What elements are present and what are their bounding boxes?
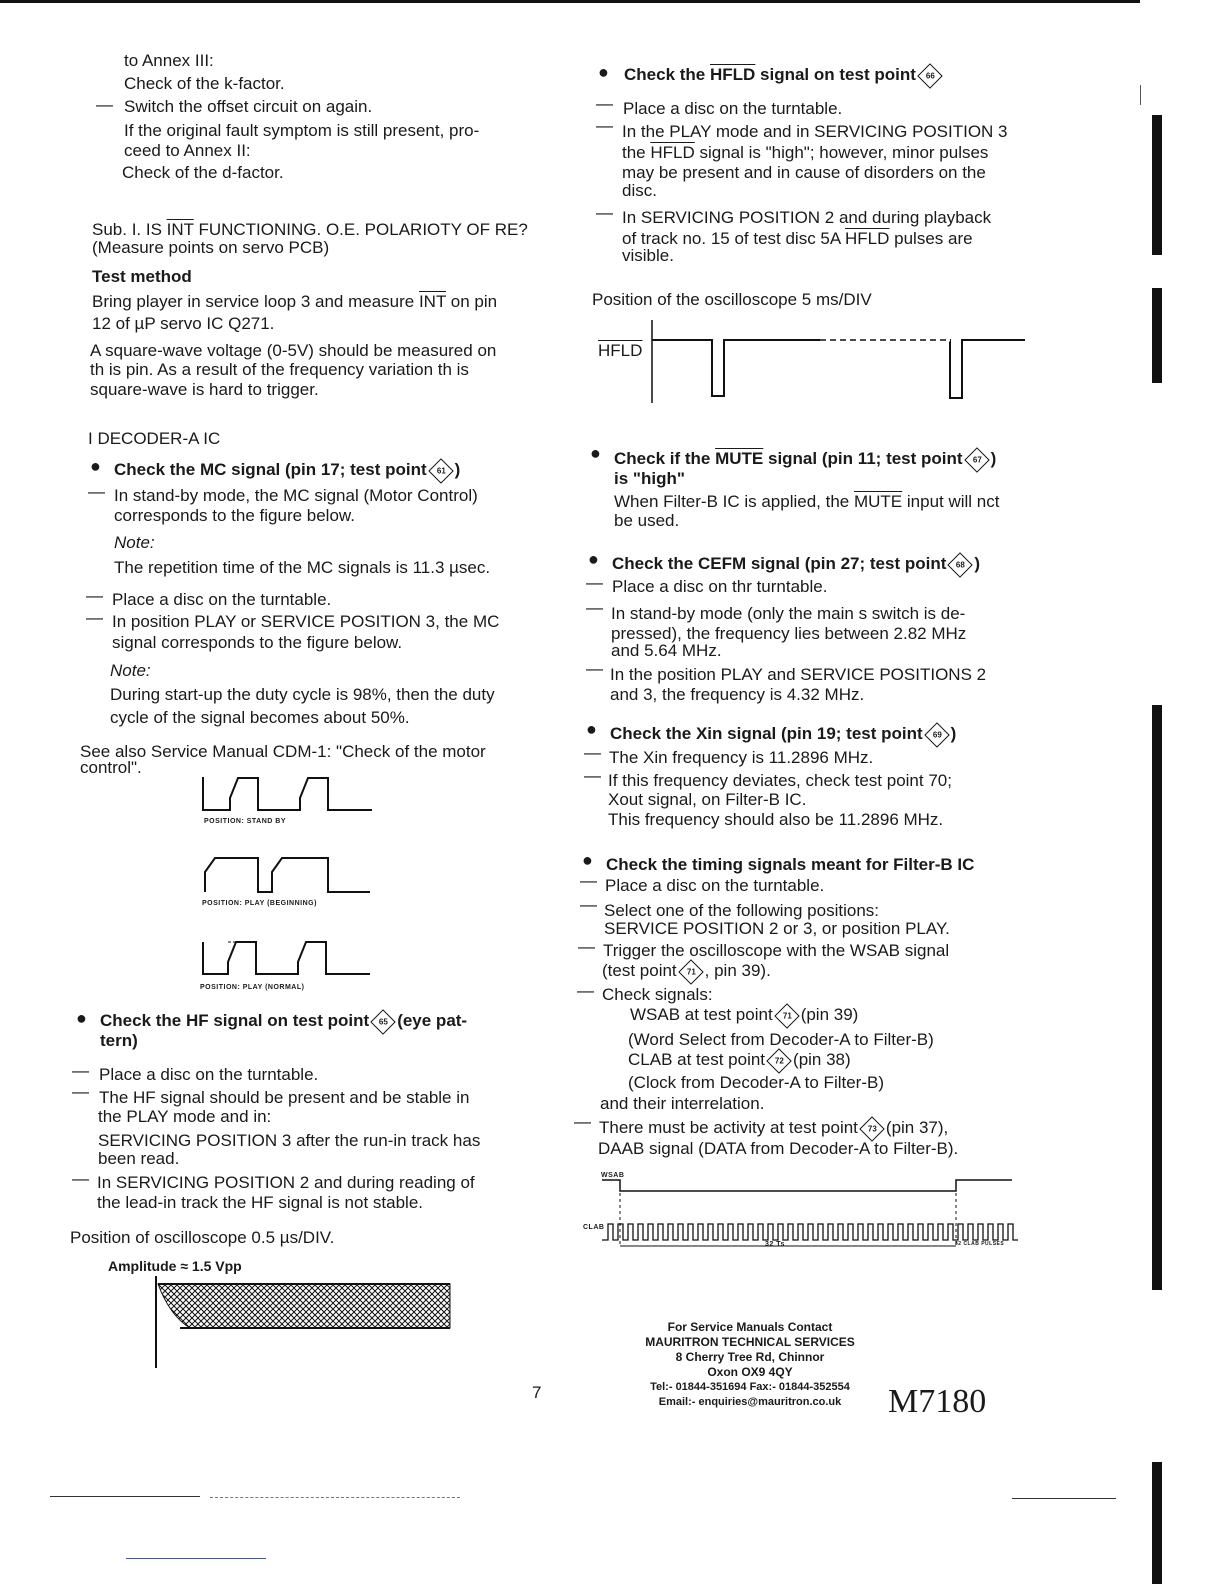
test-point-icon: 65 xyxy=(370,1009,395,1034)
sub-heading-2: (Measure points on servo PCB) xyxy=(92,238,330,257)
cefm-line: and 5.64 MHz. xyxy=(611,641,722,660)
sub-heading: Sub. I. IS $\overline{INT}$ FUNCTIONING. O.E. POLARIOTY OF RE? xyxy=(92,220,528,239)
mc-line: signal corresponds to the figure below. xyxy=(112,633,403,652)
mc-heading: Check the MC signal (pin 17; test point 61 ) xyxy=(114,459,460,480)
note-label: Note: xyxy=(114,533,155,552)
test-method-heading: Test method xyxy=(92,267,192,286)
hf-heading-2: tern) xyxy=(100,1031,138,1050)
handwritten-note: M7180 xyxy=(888,1383,987,1420)
edge-mark xyxy=(1152,1462,1162,1584)
dash: — xyxy=(596,94,613,113)
bottom-scan-line xyxy=(50,1496,200,1497)
contact-line: MAURITRON TECHNICAL SERVICES xyxy=(645,1335,855,1349)
waveform-label: POSITION: PLAY (BEGINNING) xyxy=(202,900,317,907)
page-number: 7 xyxy=(532,1383,542,1402)
edge-mark xyxy=(1152,705,1162,1290)
hfld-wave-label: HFLD xyxy=(598,341,643,360)
hfld-line: the HFLD signal is "high"; however, minor pulses xyxy=(622,143,989,162)
test-point-icon: 73 xyxy=(859,1116,884,1141)
contact-line: Oxon OX9 4QY xyxy=(707,1365,793,1379)
bottom-right-mark xyxy=(1012,1498,1116,1499)
bullet: ● xyxy=(586,719,597,739)
dash: — xyxy=(586,573,603,592)
timing-line: Check signals: xyxy=(602,985,713,1004)
dash: — xyxy=(86,586,103,605)
hfld-line: Place a disc on the turntable. xyxy=(623,99,843,118)
timing-diagram xyxy=(600,1178,1020,1250)
osc-hf: Position of oscilloscope 0.5 µs/DIV. xyxy=(70,1228,335,1247)
bottom-scan-line xyxy=(210,1497,460,1499)
dash: — xyxy=(580,871,597,890)
mute-heading: Check if the MUTE signal (pin 11; test point 67 ) xyxy=(614,448,996,469)
mc-line: In position PLAY or SERVICE POSITION 3, the MC xyxy=(112,612,500,631)
hfld-line: In the PLAY mode and in SERVICING POSITION 3 xyxy=(622,122,1008,141)
hf-line: SERVICING POSITION 3 after the run-in track has xyxy=(98,1131,481,1150)
dash: — xyxy=(578,937,595,956)
mc-line: In stand-by mode, the MC signal (Motor Control) xyxy=(114,486,478,505)
xin-line: The Xin frequency is 11.2896 MHz. xyxy=(609,748,874,767)
dash: — xyxy=(596,116,613,135)
dash: — xyxy=(72,1169,89,1188)
hfld-line: visible. xyxy=(622,246,674,265)
xin-line: Xout signal, on Filter-B IC. xyxy=(608,790,807,809)
contact-block xyxy=(640,1320,860,1410)
top-rule xyxy=(0,0,1140,3)
test-point-icon: 61 xyxy=(428,458,453,483)
hfld-line: disc. xyxy=(622,181,657,200)
bullet: ● xyxy=(588,549,599,569)
cefm-heading: Check the CEFM signal (pin 27; test point 68 ) xyxy=(612,553,980,574)
hf-line: In SERVICING POSITION 2 and during reading of xyxy=(97,1173,475,1192)
dash: — xyxy=(72,1061,89,1080)
dash: — xyxy=(88,482,105,501)
hfld-waveform xyxy=(640,318,1030,413)
mc-note2: During start-up the duty cycle is 98%, then the duty xyxy=(110,685,495,704)
dash: — xyxy=(72,1082,89,1101)
dash: — xyxy=(586,659,603,678)
bullet: ● xyxy=(76,1008,87,1028)
mute-line: be used. xyxy=(614,511,680,530)
hf-eye-pattern xyxy=(150,1276,460,1371)
contact-line: For Service Manuals Contact xyxy=(667,1320,833,1334)
hf-line: the lead-in track the HF signal is not stable. xyxy=(97,1193,423,1212)
timing-line: Place a disc on the turntable. xyxy=(605,876,825,895)
mc-waveform-play-normal xyxy=(200,932,375,982)
mute-heading-2: is "high" xyxy=(614,469,685,488)
mc-note: The repetition time of the MC signals is 11.3 µsec. xyxy=(114,558,491,577)
hf-heading: Check the HF signal on test point 65 (eye pat- xyxy=(100,1010,467,1031)
dash: — xyxy=(580,895,597,914)
osc-hfld: Position of the oscilloscope 5 ms/DIV xyxy=(592,290,872,309)
see-also: control". xyxy=(80,758,142,777)
dash: — xyxy=(574,1112,591,1131)
timing-line: Trigger the oscilloscope with the WSAB signal xyxy=(603,941,950,960)
annex2-text: ceed to Annex II: xyxy=(124,141,251,160)
note-label: Note: xyxy=(110,661,151,680)
wsab-label: WSAB xyxy=(601,1172,625,1179)
bullet: ● xyxy=(598,62,609,82)
edge-mark xyxy=(1152,288,1162,383)
period-label: 32 Ts xyxy=(765,1241,785,1248)
timing-line: and their interrelation. xyxy=(600,1094,765,1113)
contact-line: Tel:- 01844-351694 Fax:- 01844-352554 xyxy=(650,1381,850,1393)
xin-line: This frequency should also be 11.2896 MHz. xyxy=(608,810,944,829)
mc-line: Place a disc on the turntable. xyxy=(112,590,332,609)
test-method-line: A square-wave voltage (0-5V) should be measured on xyxy=(90,341,497,360)
decoder-heading: I DECODER-A IC xyxy=(88,429,221,448)
dash: — xyxy=(586,598,603,617)
cefm-line: In the position PLAY and SERVICE POSITIONS 2 xyxy=(610,665,987,684)
amplitude-label: Amplitude ≈ 1.5 Vpp xyxy=(108,1258,242,1274)
xin-line: If this frequency deviates, check test point 70; xyxy=(608,771,952,790)
period-label-2: 32 CLAB PULSES xyxy=(955,1241,1005,1247)
dash: — xyxy=(596,203,613,222)
dash: — xyxy=(96,95,113,114)
timing-heading: Check the timing signals meant for Filter-B IC xyxy=(606,855,975,874)
hfld-heading: Check the HFLD signal on test point 66 xyxy=(624,64,944,85)
mc-line: corresponds to the figure below. xyxy=(114,506,355,525)
hf-line: The HF signal should be present and be stable in xyxy=(99,1088,470,1107)
test-point-icon: 67 xyxy=(964,447,989,472)
hfld-line: In SERVICING POSITION 2 and during playback xyxy=(622,208,992,227)
test-point-icon: 66 xyxy=(917,63,942,88)
test-point-icon: 71 xyxy=(774,1003,799,1028)
see-also: See also Service Manual CDM-1: "Check of the motor xyxy=(80,742,486,761)
dash: — xyxy=(584,743,601,762)
timing-line: DAAB signal (DATA from Decoder-A to Filter-B). xyxy=(598,1139,959,1158)
dash: — xyxy=(577,981,594,1000)
test-method-line: th is pin. As a result of the frequency variation th is xyxy=(90,360,469,379)
timing-line: WSAB at test point 71 (pin 39) xyxy=(630,1004,858,1025)
timing-line: CLAB at test point 72 (pin 38) xyxy=(628,1049,851,1070)
contact-line: Email:- enquiries@mauritron.co.uk xyxy=(658,1396,842,1408)
xin-heading: Check the Xin signal (pin 19; test point 69 ) xyxy=(610,723,956,744)
cefm-line: pressed), the frequency lies between 2.82 MHz xyxy=(611,624,967,643)
test-point-icon: 72 xyxy=(766,1048,791,1073)
test-point-icon: 71 xyxy=(678,959,703,984)
annex3-text: to Annex III: xyxy=(124,51,214,70)
cefm-line: Place a disc on thr turntable. xyxy=(612,577,828,596)
timing-line: There must be activity at test point 73 (pin 37), xyxy=(599,1117,948,1138)
test-point-icon: 68 xyxy=(948,552,973,577)
test-method-line: square-wave is hard to trigger. xyxy=(90,380,319,399)
contact-line: 8 Cherry Tree Rd, Chinnor xyxy=(675,1350,825,1364)
clab-label: CLAB xyxy=(583,1224,605,1231)
hfld-line: may be present and in cause of disorders on the xyxy=(622,163,986,182)
test-method-line: Bring player in service loop 3 and measure $\overline{INT}$ on pin xyxy=(92,292,498,311)
dash: — xyxy=(86,608,103,627)
cefm-line: and 3, the frequency is 4.32 MHz. xyxy=(610,685,865,704)
waveform-label: POSITION: STAND BY xyxy=(204,818,286,825)
cefm-line: In stand-by mode (only the main s switch is de- xyxy=(611,604,966,623)
mc-waveform-standby xyxy=(200,772,375,817)
bottom-link-line xyxy=(126,1558,266,1559)
dfactor-text: Check of the d-factor. xyxy=(122,163,284,182)
bullet: ● xyxy=(590,443,601,463)
test-point-icon: 69 xyxy=(924,722,949,747)
mc-waveform-play-beginning xyxy=(200,850,375,898)
hf-line: been read. xyxy=(98,1149,180,1168)
hfld-line: of track no. 15 of test disc 5A HFLD pulses are xyxy=(622,229,973,248)
dash: — xyxy=(584,766,601,785)
edge-vertical-line xyxy=(1140,85,1141,105)
test-method-line: 12 of µP servo IC Q271. xyxy=(92,314,275,333)
mc-note2: cycle of the signal becomes about 50%. xyxy=(110,708,410,727)
bullet: ● xyxy=(582,850,593,870)
switch-offset-text: Switch the offset circuit on again. xyxy=(124,97,373,116)
fault-text: If the original fault symptom is still present, pro- xyxy=(124,121,480,140)
timing-line: (Word Select from Decoder-A to Filter-B) xyxy=(628,1030,934,1049)
timing-line: SERVICE POSITION 2 or 3, or position PLAY. xyxy=(604,919,950,938)
hf-line: the PLAY mode and in: xyxy=(98,1107,272,1126)
hf-line: Place a disc on the turntable. xyxy=(99,1065,319,1084)
waveform-label: POSITION: PLAY (NORMAL) xyxy=(200,984,305,991)
timing-line: (Clock from Decoder-A to Filter-B) xyxy=(628,1073,884,1092)
timing-line: Select one of the following positions: xyxy=(604,901,880,920)
mute-line: When Filter-B IC is applied, the MUTE input will nct xyxy=(614,492,1000,511)
timing-line: (test point 71 , pin 39). xyxy=(602,960,771,981)
kfactor-text: Check of the k-factor. xyxy=(124,74,285,93)
bullet: ● xyxy=(90,456,101,476)
edge-mark xyxy=(1152,115,1162,255)
